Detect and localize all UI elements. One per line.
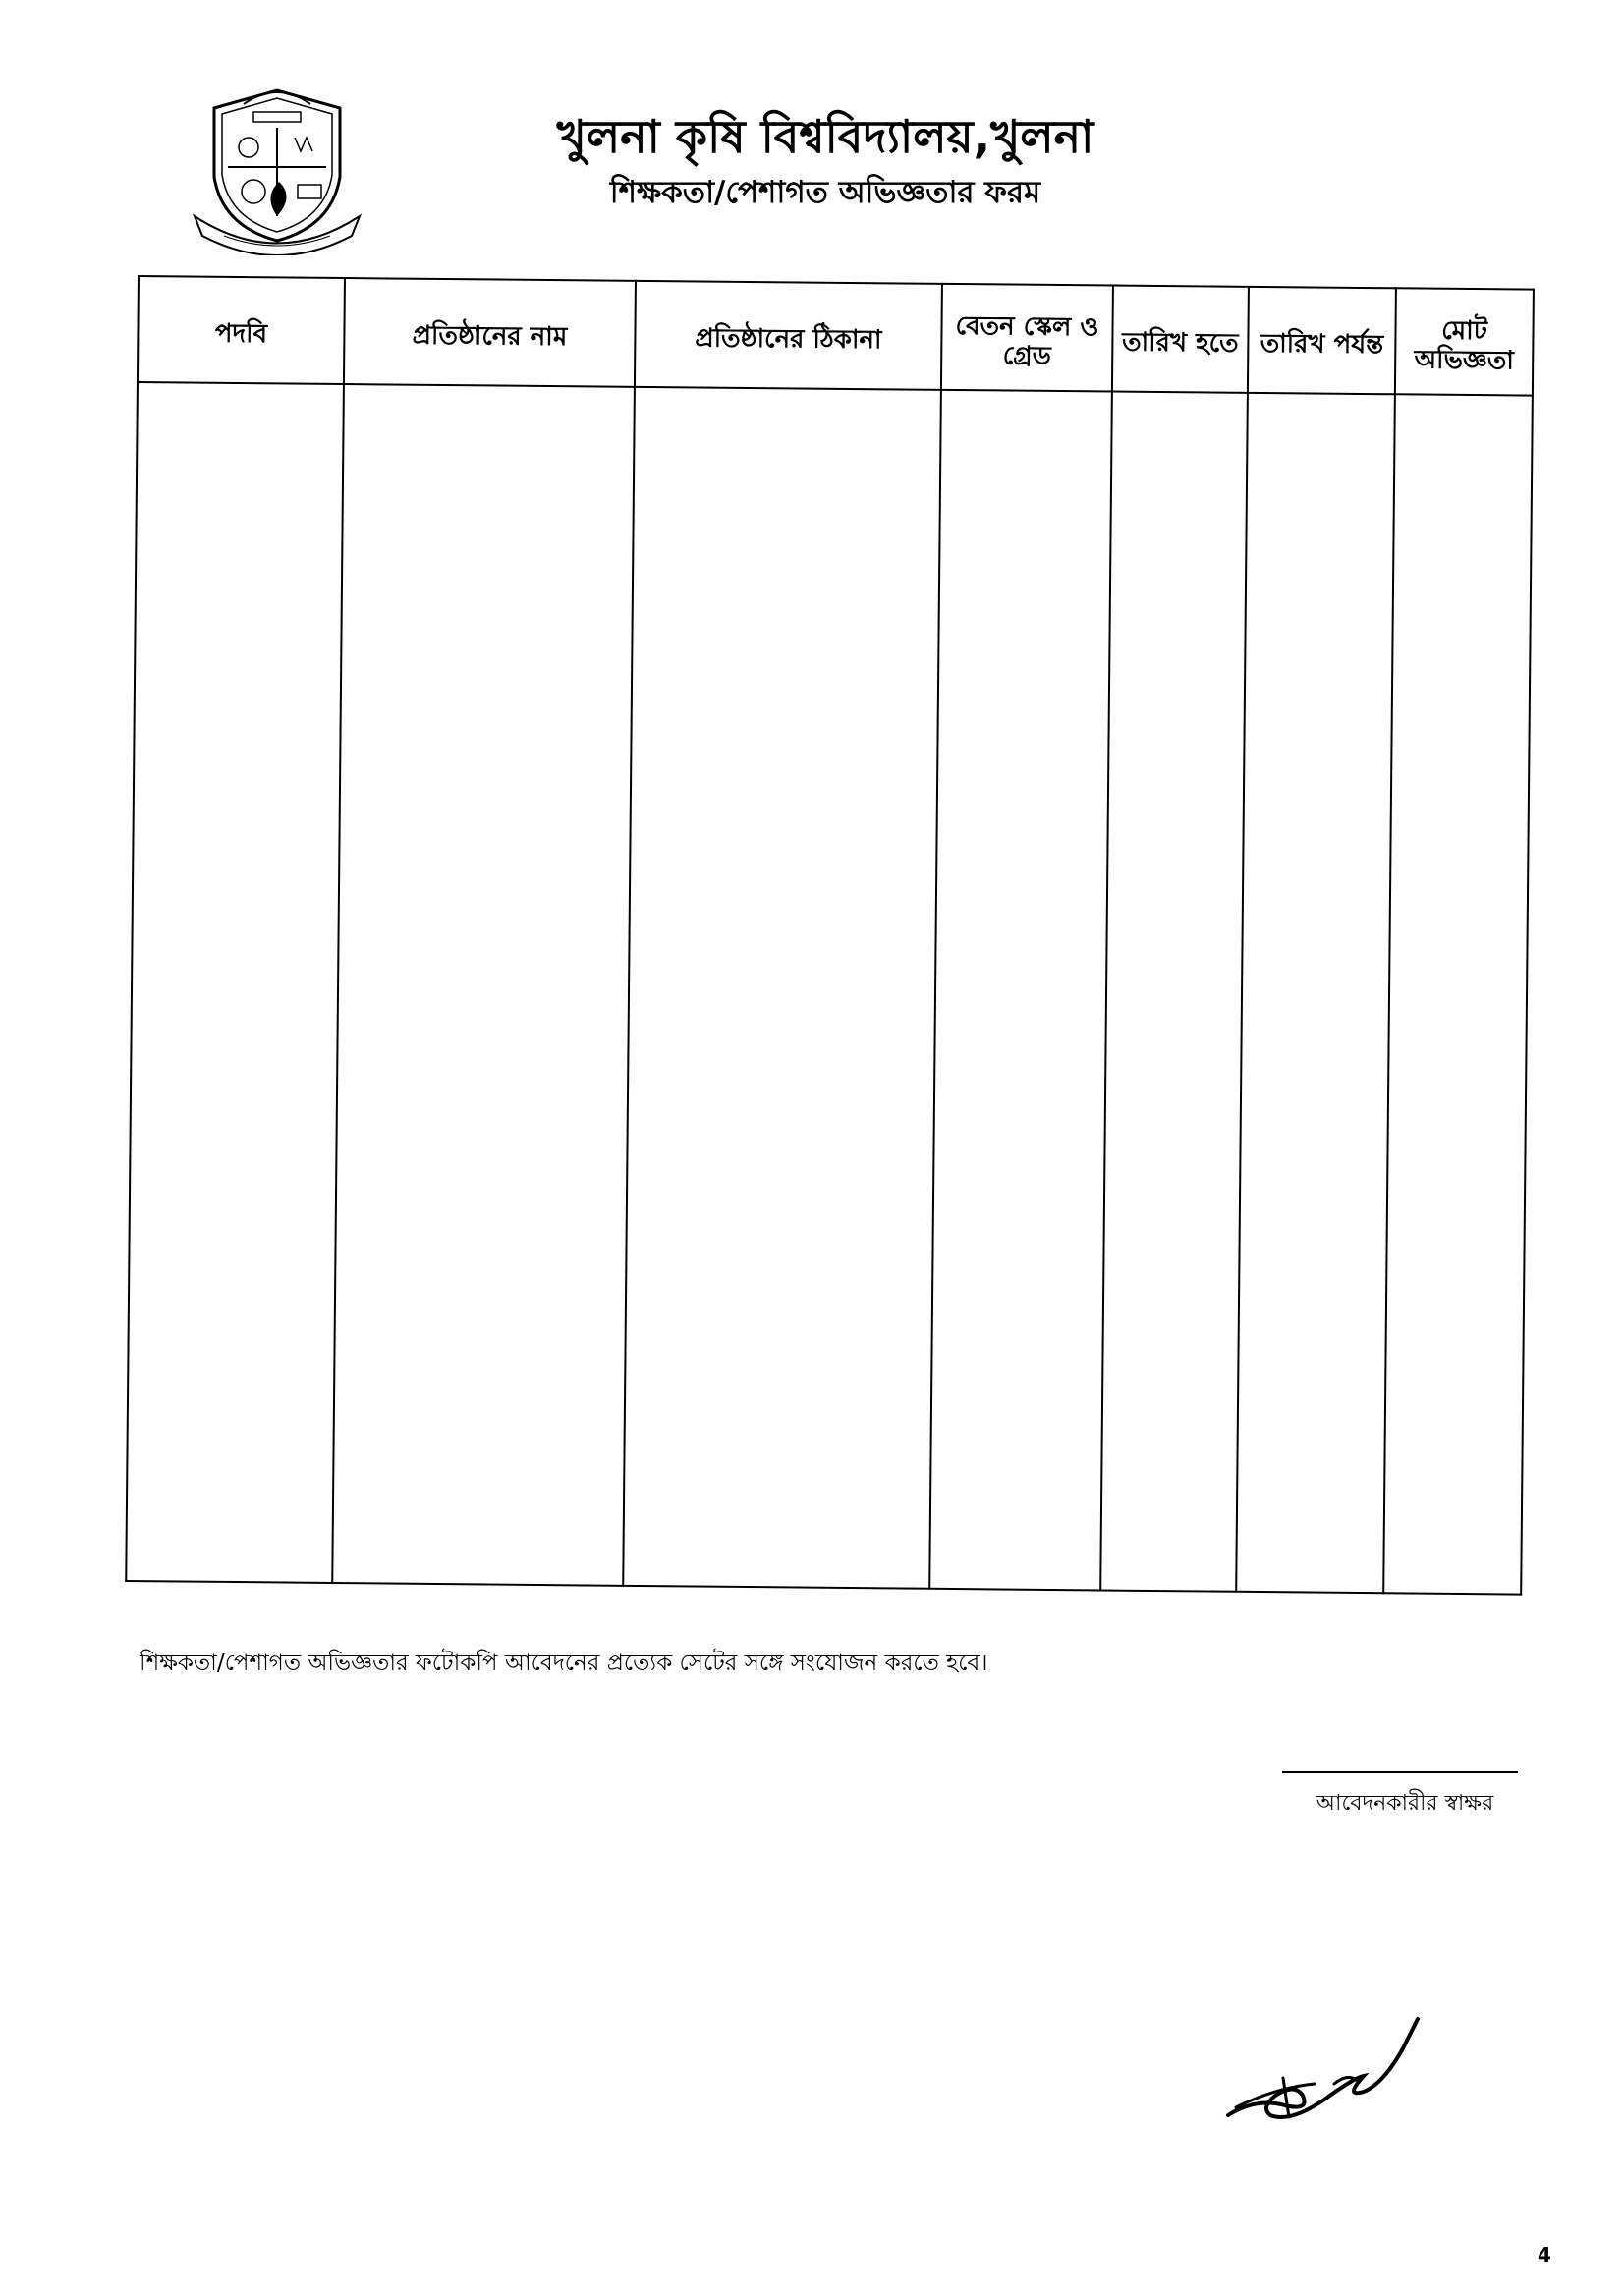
column-header-institution-name: প্রতিষ্ঠানের নাম [344, 278, 636, 387]
column-header-total-experience: মোট অভিজ্ঞতা [1395, 288, 1534, 395]
form-title: শিক্ষকতা/পেশাগত অভিজ্ঞতার ফরম [609, 175, 1041, 210]
applicant-signature-label: আবেদনকারীর স্বাক্ষর [1316, 1791, 1494, 1816]
page-number: 4 [1538, 2243, 1551, 2267]
column-header-date-to: তারিখ পর্যন্ত [1248, 287, 1396, 394]
date-from-cell[interactable] [1100, 392, 1248, 1592]
university-seal-icon [185, 69, 369, 255]
table-row [126, 382, 1533, 1595]
date-to-cell[interactable] [1236, 393, 1395, 1593]
designation-cell[interactable] [126, 382, 344, 1583]
table-header-row [138, 276, 1534, 396]
column-header-designation: পদবি [138, 276, 345, 384]
signature-line[interactable] [1282, 1771, 1518, 1773]
column-header-institution-address: প্রতিষ্ঠানের ঠিকানা [635, 281, 942, 390]
pay-scale-grade-cell[interactable] [929, 390, 1112, 1591]
university-title: খুলনা কৃষি বিশ্ববিদ্যালয়,খুলনা [556, 110, 1094, 163]
column-header-date-from: তারিখ হতে [1112, 286, 1249, 393]
institution-address-cell[interactable] [623, 387, 941, 1589]
total-experience-cell[interactable] [1383, 394, 1533, 1594]
handwritten-signature [1216, 1989, 1423, 2137]
experience-table [125, 275, 1535, 1596]
institution-name-cell[interactable] [332, 384, 635, 1586]
photocopy-note: শিক্ষকতা/পেশাগত অভিজ্ঞতার ফটোকপি আবেদনের প্রত্যেক সেটের সঙ্গে সংযোজন করতে হবে। [140, 1651, 988, 1676]
experience-table-wrapper [125, 275, 1533, 1596]
column-header-pay-scale-grade: বেতন স্কেল ও গ্রেড [941, 284, 1113, 392]
